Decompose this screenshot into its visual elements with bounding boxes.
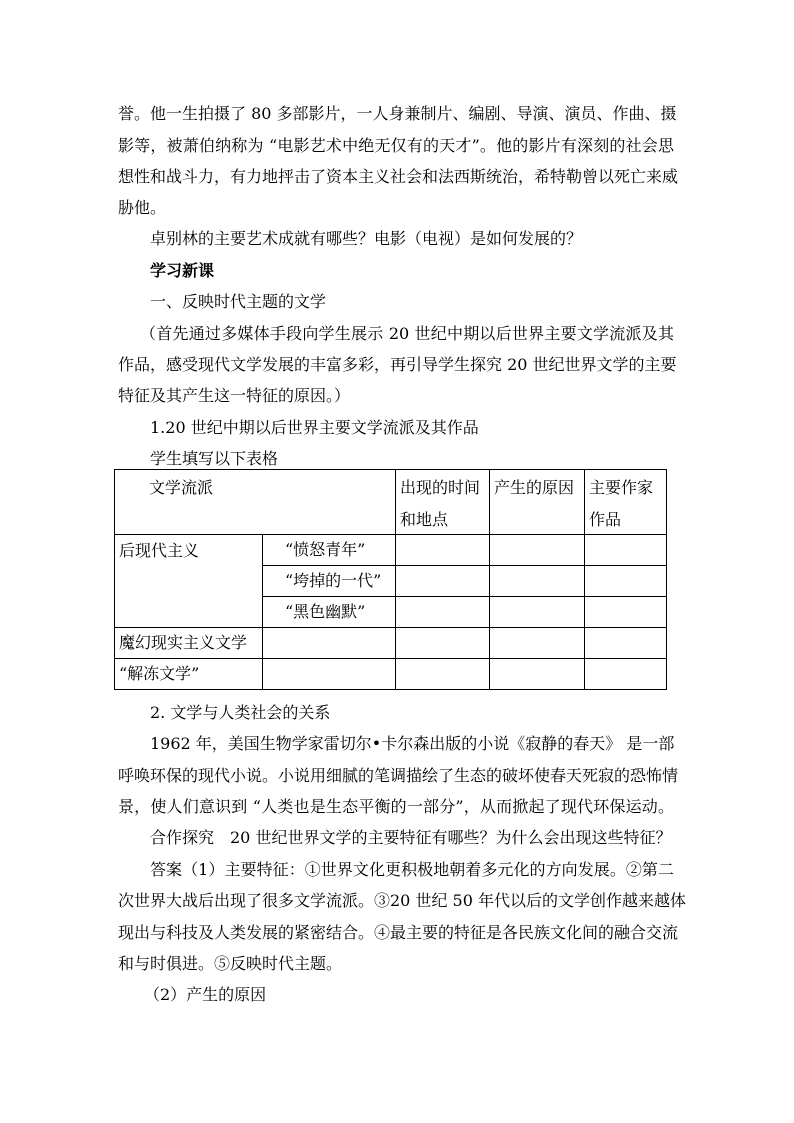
table-intro: 学生填写以下表格 bbox=[150, 449, 279, 468]
header-time-place bbox=[396, 470, 490, 535]
empty-cell bbox=[490, 535, 585, 566]
empty-cell bbox=[396, 566, 490, 597]
empty-cell bbox=[490, 628, 585, 659]
answer-subheading: （2）产生的原因 bbox=[144, 985, 267, 1004]
paragraph-line: 呼唤环保的现代小说。小说用细腻的笔调描绘了生态的破坏使春天死寂的恐怖情 bbox=[118, 766, 679, 785]
teaching-note-line: （首先通过多媒体手段向学生展示 20 世纪中期以后世界主要文学流派及其 bbox=[140, 324, 674, 343]
table-row bbox=[115, 628, 667, 659]
table-row bbox=[115, 659, 667, 690]
subheading-literature-society: 2. 文学与人类社会的关系 bbox=[150, 703, 331, 722]
cell-magic-realism: 魔幻现实主义文学 bbox=[115, 628, 263, 659]
empty-cell bbox=[490, 659, 585, 690]
header-works bbox=[585, 470, 667, 535]
teaching-note-line: 作品，感受现代文学发展的丰富多彩，再引导学生探究 20 世纪世界文学的主要 bbox=[118, 355, 677, 374]
paragraph-line: 景，使人们意识到 “人类也是生态平衡的一部分”，从而掀起了现代环保运动。 bbox=[118, 797, 674, 816]
empty-cell bbox=[490, 597, 585, 628]
cooperative-inquiry: 合作探究 20 世纪世界文学的主要特征有哪些？为什么会出现这些特征？ bbox=[150, 828, 672, 847]
cell-black-humor: “黑色幽默” bbox=[263, 597, 396, 628]
paragraph-line: 胁他。 bbox=[118, 198, 167, 217]
cell-postmodern: 后现代主义 bbox=[115, 535, 263, 628]
empty-cell bbox=[396, 659, 490, 690]
header-works-line2: 作品 bbox=[589, 510, 622, 529]
table-row bbox=[115, 535, 667, 566]
subheading-literary-schools: 1.20 世纪中期以后世界主要文学流派及其作品 bbox=[150, 418, 479, 437]
answer-line: 现出与科技及人类发展的紧密结合。④最主要的特征是各民族文化间的融合交流 bbox=[118, 923, 679, 942]
header-works-line1: 主要作家 bbox=[589, 478, 654, 497]
question-text: 卓别林的主要艺术成就有哪些？电影（电视）是如何发展的？ bbox=[150, 229, 583, 248]
table-header-row bbox=[115, 470, 667, 535]
header-time-place-line2: 和地点 bbox=[400, 510, 449, 529]
empty-cell bbox=[585, 659, 667, 690]
paragraph-line: 想性和战斗力，有力地抨击了资本主义社会和法西斯统治，希特勒曾以死亡来威 bbox=[118, 167, 679, 186]
paragraph-line: 1962 年，美国生物学家雷切尔•卡尔森出版的小说《寂静的春天》 是一部 bbox=[150, 734, 675, 753]
empty-cell bbox=[490, 566, 585, 597]
answer-line: 和与时俱进。⑤反映时代主题。 bbox=[118, 954, 343, 973]
teaching-note-line: 特征及其产生这一特征的原因。） bbox=[118, 386, 351, 405]
cell-thaw-literature: “解冻文学” bbox=[115, 659, 263, 690]
paragraph-line: 誉。他一生拍摄了 80 多部影片，一人身兼制片、编剧、导演、演员、作曲、摄 bbox=[118, 104, 677, 123]
empty-cell bbox=[585, 535, 667, 566]
empty-cell bbox=[263, 659, 396, 690]
answer-line: 答案（1）主要特征：①世界文化更积极地朝着多元化的方向发展。②第二 bbox=[150, 860, 674, 879]
empty-cell bbox=[585, 597, 667, 628]
empty-cell bbox=[585, 628, 667, 659]
paragraph-line: 影等，被萧伯纳称为 “电影艺术中绝无仅有的天才”。他的影片有深刻的社会思 bbox=[118, 136, 674, 155]
empty-cell bbox=[263, 628, 396, 659]
header-school: 文学流派 bbox=[115, 470, 396, 535]
section-title: 学习新课 bbox=[150, 261, 215, 280]
empty-cell bbox=[396, 535, 490, 566]
answer-line: 次世界大战后出现了很多文学流派。③20 世纪 50 年代以后的文学创作越来越体 bbox=[118, 891, 686, 910]
header-time-place-line1: 出现的时间 bbox=[400, 478, 481, 497]
literary-schools-table bbox=[114, 469, 667, 690]
heading-reflect-era: 一、反映时代主题的文学 bbox=[150, 292, 327, 311]
empty-cell bbox=[396, 628, 490, 659]
cell-beat-generation: “垮掉的一代” bbox=[263, 566, 396, 597]
empty-cell bbox=[396, 597, 490, 628]
cell-angry-young-men: “愤怒青年” bbox=[263, 535, 396, 566]
empty-cell bbox=[585, 566, 667, 597]
header-cause: 产生的原因 bbox=[490, 470, 585, 535]
